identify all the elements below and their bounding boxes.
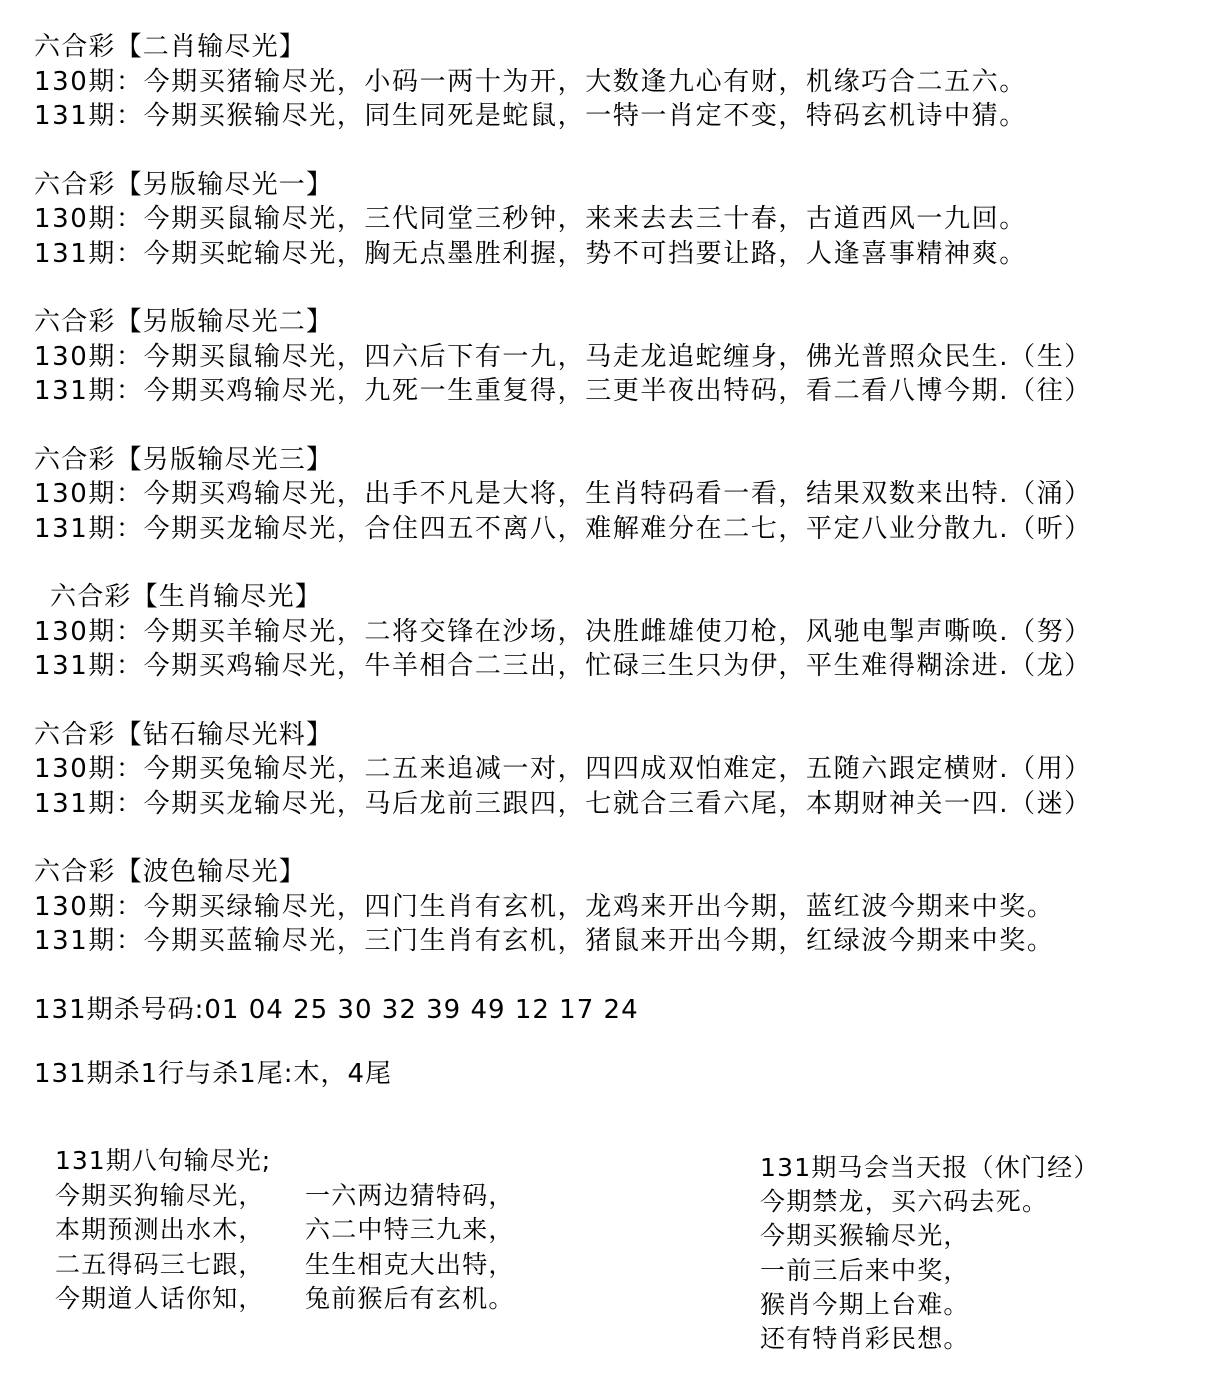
report-line: 一前三后来中奖， — [760, 1255, 970, 1285]
kill-element-tail-line: 131期杀1行与杀1尾:木，4尾 — [34, 1059, 393, 1089]
kill-numbers-line: 131期杀号码:01 04 25 30 32 39 49 12 17 24 — [34, 994, 639, 1025]
prediction-line-130: 130期：今期买猪输尽光，小码一两十为开，大数逢九心有财，机缘巧合二五六。 — [34, 66, 1027, 97]
prediction-line-130: 130期：今期买鼠输尽光，四六后下有一九，马走龙追蛇缠身，佛光普照众民生.（生） — [34, 341, 1092, 372]
report-line: 今期禁龙，买六码去死。 — [760, 1187, 1049, 1217]
poem-eight-lines — [55, 1144, 615, 1317]
section-er-xiao — [34, 30, 1224, 134]
prediction-line-131: 131期：今期买蓝输尽光，三门生肖有玄机，猪鼠来开出今期，红绿波今期来中奖。 — [34, 926, 1055, 956]
section-header: 六合彩【另版输尽光一】 — [34, 169, 334, 200]
poem-row — [55, 1282, 615, 1317]
section-header: 六合彩【另版输尽光二】 — [34, 307, 334, 337]
mahui-report — [760, 1151, 1220, 1356]
section-zuanshi — [34, 718, 1224, 822]
section-shengxiao — [34, 580, 1224, 684]
section-header: 六合彩【二肖输尽光】 — [34, 32, 307, 62]
poem-verse: 今期道人话你知， — [55, 1284, 265, 1314]
section-header: 六合彩【钻石输尽光料】 — [34, 719, 334, 750]
prediction-line-131: 131期：今期买龙输尽光，马后龙前三跟四，七就合三看六尾，本期财神关一四.（迷） — [34, 788, 1092, 819]
poem-verse: 六二中特三九来， — [305, 1215, 515, 1245]
prediction-line-131: 131期：今期买猴输尽光，同生同死是蛇鼠，一特一肖定不变，特码玄机诗中猜。 — [34, 101, 1027, 131]
poem-row — [55, 1248, 615, 1283]
prediction-line-130: 130期：今期买鼠输尽光，三代同堂三秒钟，来来去去三十春，古道西风一九回。 — [34, 204, 1027, 234]
prediction-line-130: 130期：今期买羊输尽光，二将交锋在沙场，决胜雌雄使刀枪，风驰电掣声嘶唤.（努） — [34, 616, 1092, 647]
prediction-line-131: 131期：今期买龙输尽光，合住四五不离八，难解难分在二七，平定八业分散九.（听） — [34, 513, 1092, 544]
section-bose — [34, 855, 1224, 959]
poem-verse: 今期买狗输尽光， — [55, 1180, 265, 1210]
poem-verse: 一六两边猜特码， — [305, 1180, 515, 1210]
section-header: 六合彩【另版输尽光三】 — [34, 444, 334, 475]
section-lingban-3 — [34, 443, 1224, 547]
section-header: 六合彩【生肖输尽光】 — [50, 582, 323, 612]
report-title: 131期马会当天报（休门经） — [760, 1153, 1100, 1182]
prediction-line-131: 131期：今期买鸡输尽光，九死一生重复得，三更半夜出特码，看二看八博今期.（往） — [34, 376, 1092, 406]
main-content — [34, 30, 1224, 1122]
section-header: 六合彩【波色输尽光】 — [34, 857, 307, 887]
poem-title: 131期八句输尽光; — [55, 1146, 272, 1175]
prediction-line-130: 130期：今期买绿输尽光，四门生肖有玄机，龙鸡来开出今期，蓝红波今期来中奖。 — [34, 891, 1055, 922]
report-line: 今期买猴输尽光， — [760, 1221, 970, 1251]
poem-verse: 生生相克大出特， — [305, 1249, 515, 1279]
section-lingban-2 — [34, 305, 1224, 409]
prediction-line-131: 131期：今期买鸡输尽光，牛羊相合二三出，忙碌三生只为伊，平生难得糊涂进.（龙） — [34, 651, 1092, 681]
poem-verse: 二五得码三七跟， — [55, 1249, 265, 1279]
section-lingban-1 — [34, 168, 1224, 272]
prediction-line-131: 131期：今期买蛇输尽光，胸无点墨胜利握，势不可挡要让路，人逢喜事精神爽。 — [34, 238, 1027, 269]
poem-row — [55, 1179, 615, 1214]
report-line: 还有特肖彩民想。 — [760, 1323, 970, 1353]
prediction-line-130: 130期：今期买鸡输尽光，出手不凡是大将，生肖特码看一看，结果双数来出特.（涌） — [34, 479, 1092, 509]
report-line: 猴肖今期上台难。 — [760, 1289, 970, 1319]
poem-row — [55, 1213, 615, 1248]
poem-verse: 本期预测出水木， — [55, 1215, 265, 1245]
poem-verse: 兔前猴后有玄机。 — [305, 1284, 515, 1314]
prediction-line-130: 130期：今期买兔输尽光，二五来追减一对，四四成双怕难定，五随六跟定横财.（用） — [34, 754, 1092, 784]
